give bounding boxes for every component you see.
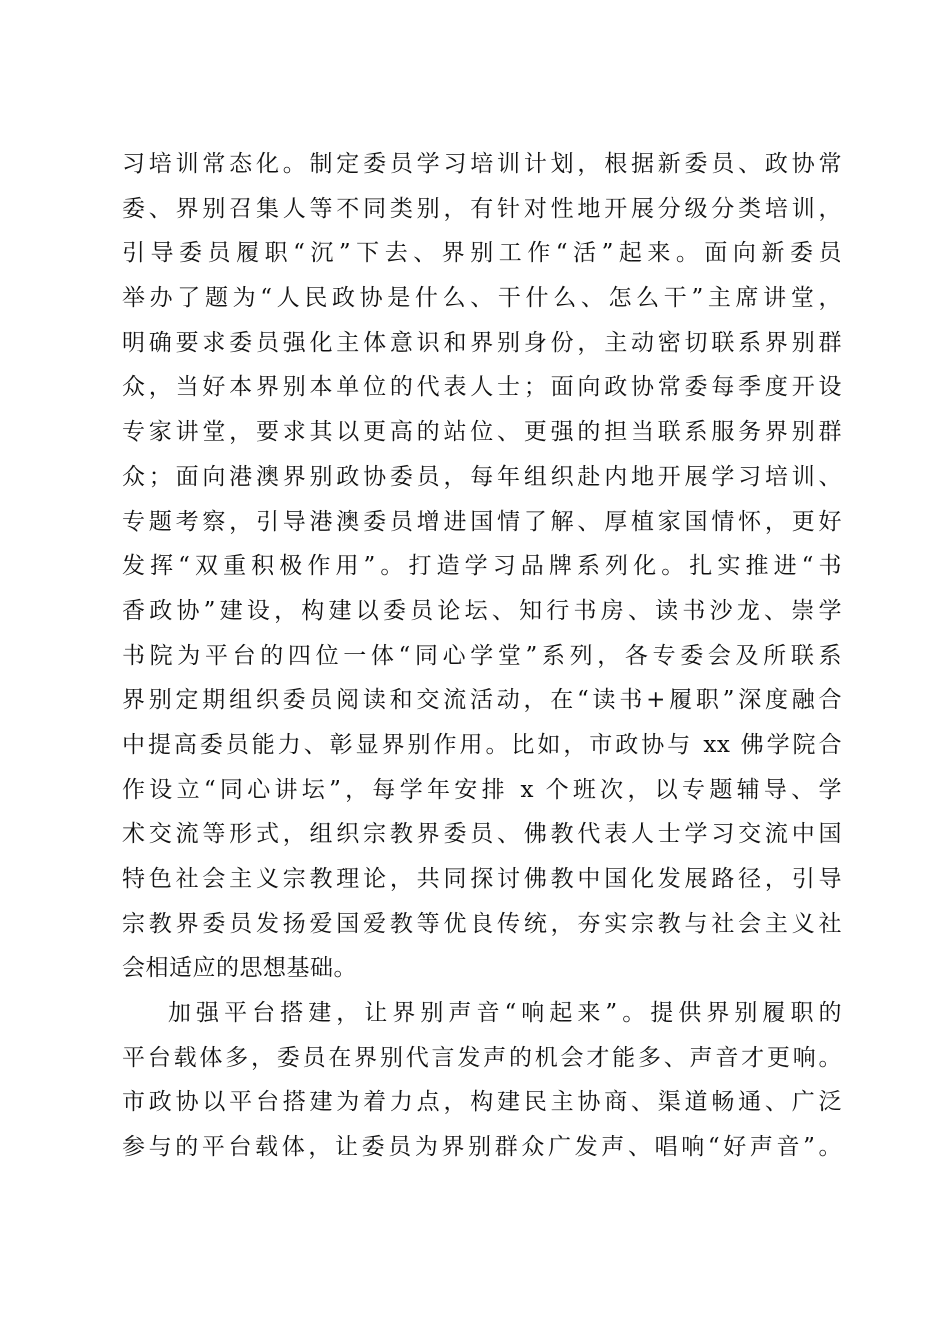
text-line: 发挥“双重积极作用”。打造学习品牌系列化。扎实推进“书: [122, 553, 842, 580]
text-line: 会相适应的思想基础。: [122, 955, 357, 982]
text-line: 宗教界委员发扬爱国爱教等优良传统，夯实宗教与社会主义社: [122, 910, 842, 937]
text-line: 众；面向港澳界别政协委员，每年组织赴内地开展学习培训、: [122, 463, 842, 490]
paragraph-1: [122, 142, 842, 991]
text-line: 书院为平台的四位一体“同心学堂”系列，各专委会及所联系: [122, 642, 842, 669]
text-line: 专题考察，引导港澳委员增进国情了解、厚植家国情怀，更好: [122, 508, 842, 535]
text-line: 习培训常态化。制定委员学习培训计划，根据新委员、政协常: [122, 151, 842, 177]
text-line: 引导委员履职“沉”下去、界别工作“活”起来。面向新委员: [122, 240, 842, 267]
text-line: 香政协”建设，构建以委员论坛、知行书房、读书沙龙、崇学: [122, 597, 842, 624]
text-line: 平台载体多，委员在界别代言发声的机会才能多、声音才更响。: [122, 1044, 842, 1071]
text-line: 众，当好本界别本单位的代表人士；面向政协常委每季度开设: [122, 374, 842, 401]
text-line: 术交流等形式，组织宗教界委员、佛教代表人士学习交流中国: [122, 821, 842, 848]
text-line: 举办了题为“人民政协是什么、干什么、怎么干”主席讲堂，: [122, 285, 842, 312]
text-line: 中提高委员能力、彰显界别作用。比如，市政协与 xx 佛学院合: [122, 731, 842, 758]
text-line: 特色社会主义宗教理论，共同探讨佛教中国化发展路径，引导: [122, 866, 842, 892]
text-line: 加强平台搭建，让界别声音“响起来”。提供界别履职的: [168, 1000, 842, 1027]
text-line: 明确要求委员强化主体意识和界别身份，主动密切联系界别群: [122, 329, 842, 356]
text-line: 专家讲堂，要求其以更高的站位、更强的担当联系服务界别群: [122, 419, 842, 446]
paragraph-2: [122, 991, 842, 1170]
text-line: 参与的平台载体，让委员为界别群众广发声、唱响“好声音”。: [122, 1134, 842, 1161]
text-line: 作设立“同心讲坛”，每学年安排 x 个班次，以专题辅导、学: [122, 776, 842, 803]
document-body: [122, 142, 842, 1170]
text-line: 委、界别召集人等不同类别，有针对性地开展分级分类培训，: [122, 195, 842, 222]
text-line: 市政协以平台搭建为着力点，构建民主协商、渠道畅通、广泛: [122, 1089, 842, 1116]
text-line: 界别定期组织委员阅读和交流活动，在“读书+履职”深度融合: [122, 687, 842, 714]
